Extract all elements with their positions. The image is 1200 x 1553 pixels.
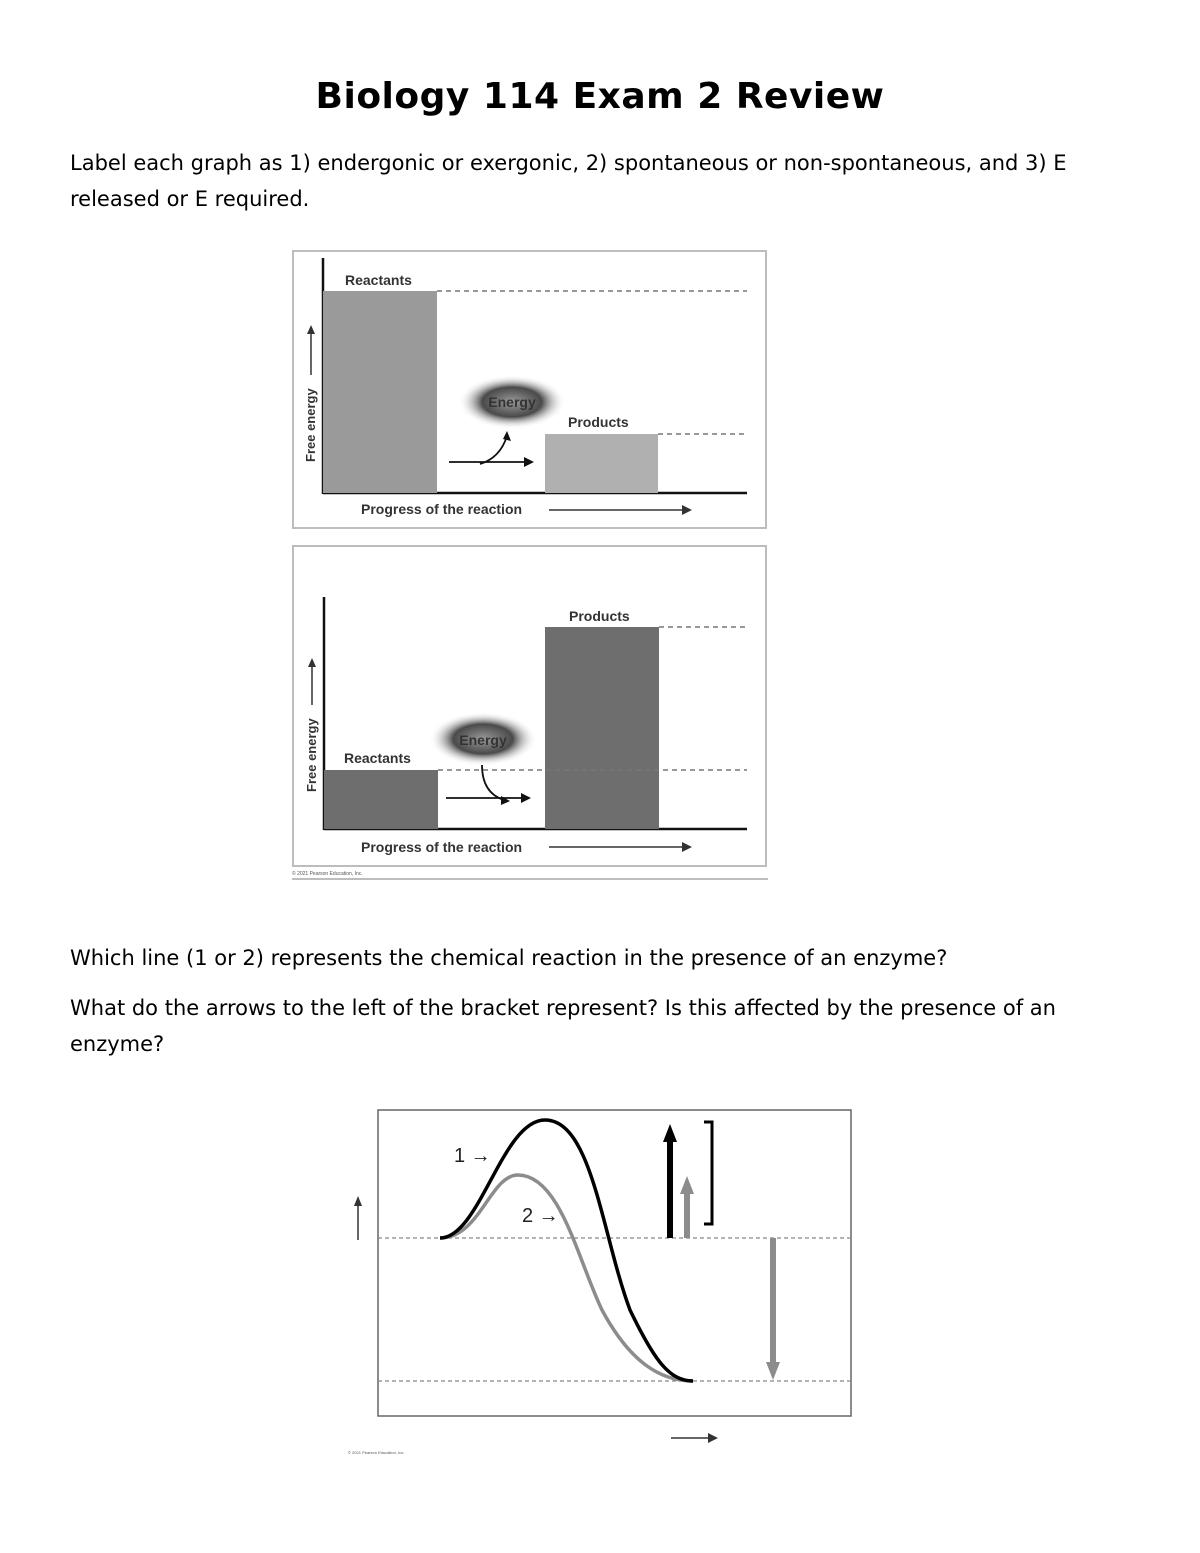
- energy-release-arrowhead: [503, 431, 511, 441]
- y-axis-arrowhead: [354, 1196, 362, 1206]
- products-label: Products: [568, 414, 629, 430]
- question-2: What do the arrows to the left of the bracket represent? Is this affected by the presence of an enzyme?: [70, 996, 1056, 1056]
- endergonic-graph: [292, 545, 770, 887]
- y-axis-label: Free energy: [303, 388, 318, 462]
- products-bar: [545, 434, 658, 493]
- free-energy-change-arrowhead: [766, 1362, 780, 1380]
- copyright-text: © 2021 Pearson Education, Inc.: [292, 871, 363, 877]
- line-2-label: 2 →: [522, 1205, 559, 1227]
- reaction-arrowhead: [524, 457, 534, 467]
- energy-label: Energy: [488, 394, 536, 410]
- reactants-label: Reactants: [345, 272, 412, 288]
- page-title: Biology 114 Exam 2 Review: [315, 76, 885, 117]
- enzyme-energy-graph: [340, 1100, 860, 1474]
- y-axis-arrowhead: [308, 658, 316, 667]
- reactants-bar: [324, 770, 438, 829]
- y-axis-label: Free energy: [304, 718, 319, 792]
- reactants-label: Reactants: [344, 750, 411, 766]
- x-axis-label: Progress of the reaction: [361, 501, 523, 517]
- reaction-arrowhead: [521, 793, 531, 803]
- exergonic-graph: [292, 250, 768, 534]
- x-axis-label: Progress of the reaction: [361, 839, 523, 855]
- question-1: Which line (1 or 2) represents the chemical reaction in the presence of an enzyme?: [70, 946, 948, 970]
- line-1-label: 1 →: [454, 1145, 491, 1167]
- energy-release-curve: [480, 436, 507, 464]
- catalyzed-activation-arrowhead: [680, 1176, 694, 1194]
- x-axis-arrowhead: [708, 1433, 718, 1443]
- products-bar: [545, 627, 659, 829]
- reactants-bar: [323, 291, 437, 493]
- activation-energy-bracket: [704, 1122, 712, 1224]
- instruction-text: Label each graph as 1) endergonic or exergonic, 2) spontaneous or non-spontaneous, and 3) E released or E required.: [70, 151, 1067, 211]
- y-axis-arrowhead: [307, 325, 315, 334]
- x-axis-arrowhead: [682, 842, 692, 852]
- x-axis-arrowhead: [682, 505, 692, 515]
- products-label: Products: [569, 608, 630, 624]
- copyright-text: © 2021 Pearson Education, Inc.: [348, 1450, 405, 1455]
- energy-label: Energy: [459, 732, 507, 748]
- uncatalyzed-activation-arrowhead: [663, 1124, 677, 1142]
